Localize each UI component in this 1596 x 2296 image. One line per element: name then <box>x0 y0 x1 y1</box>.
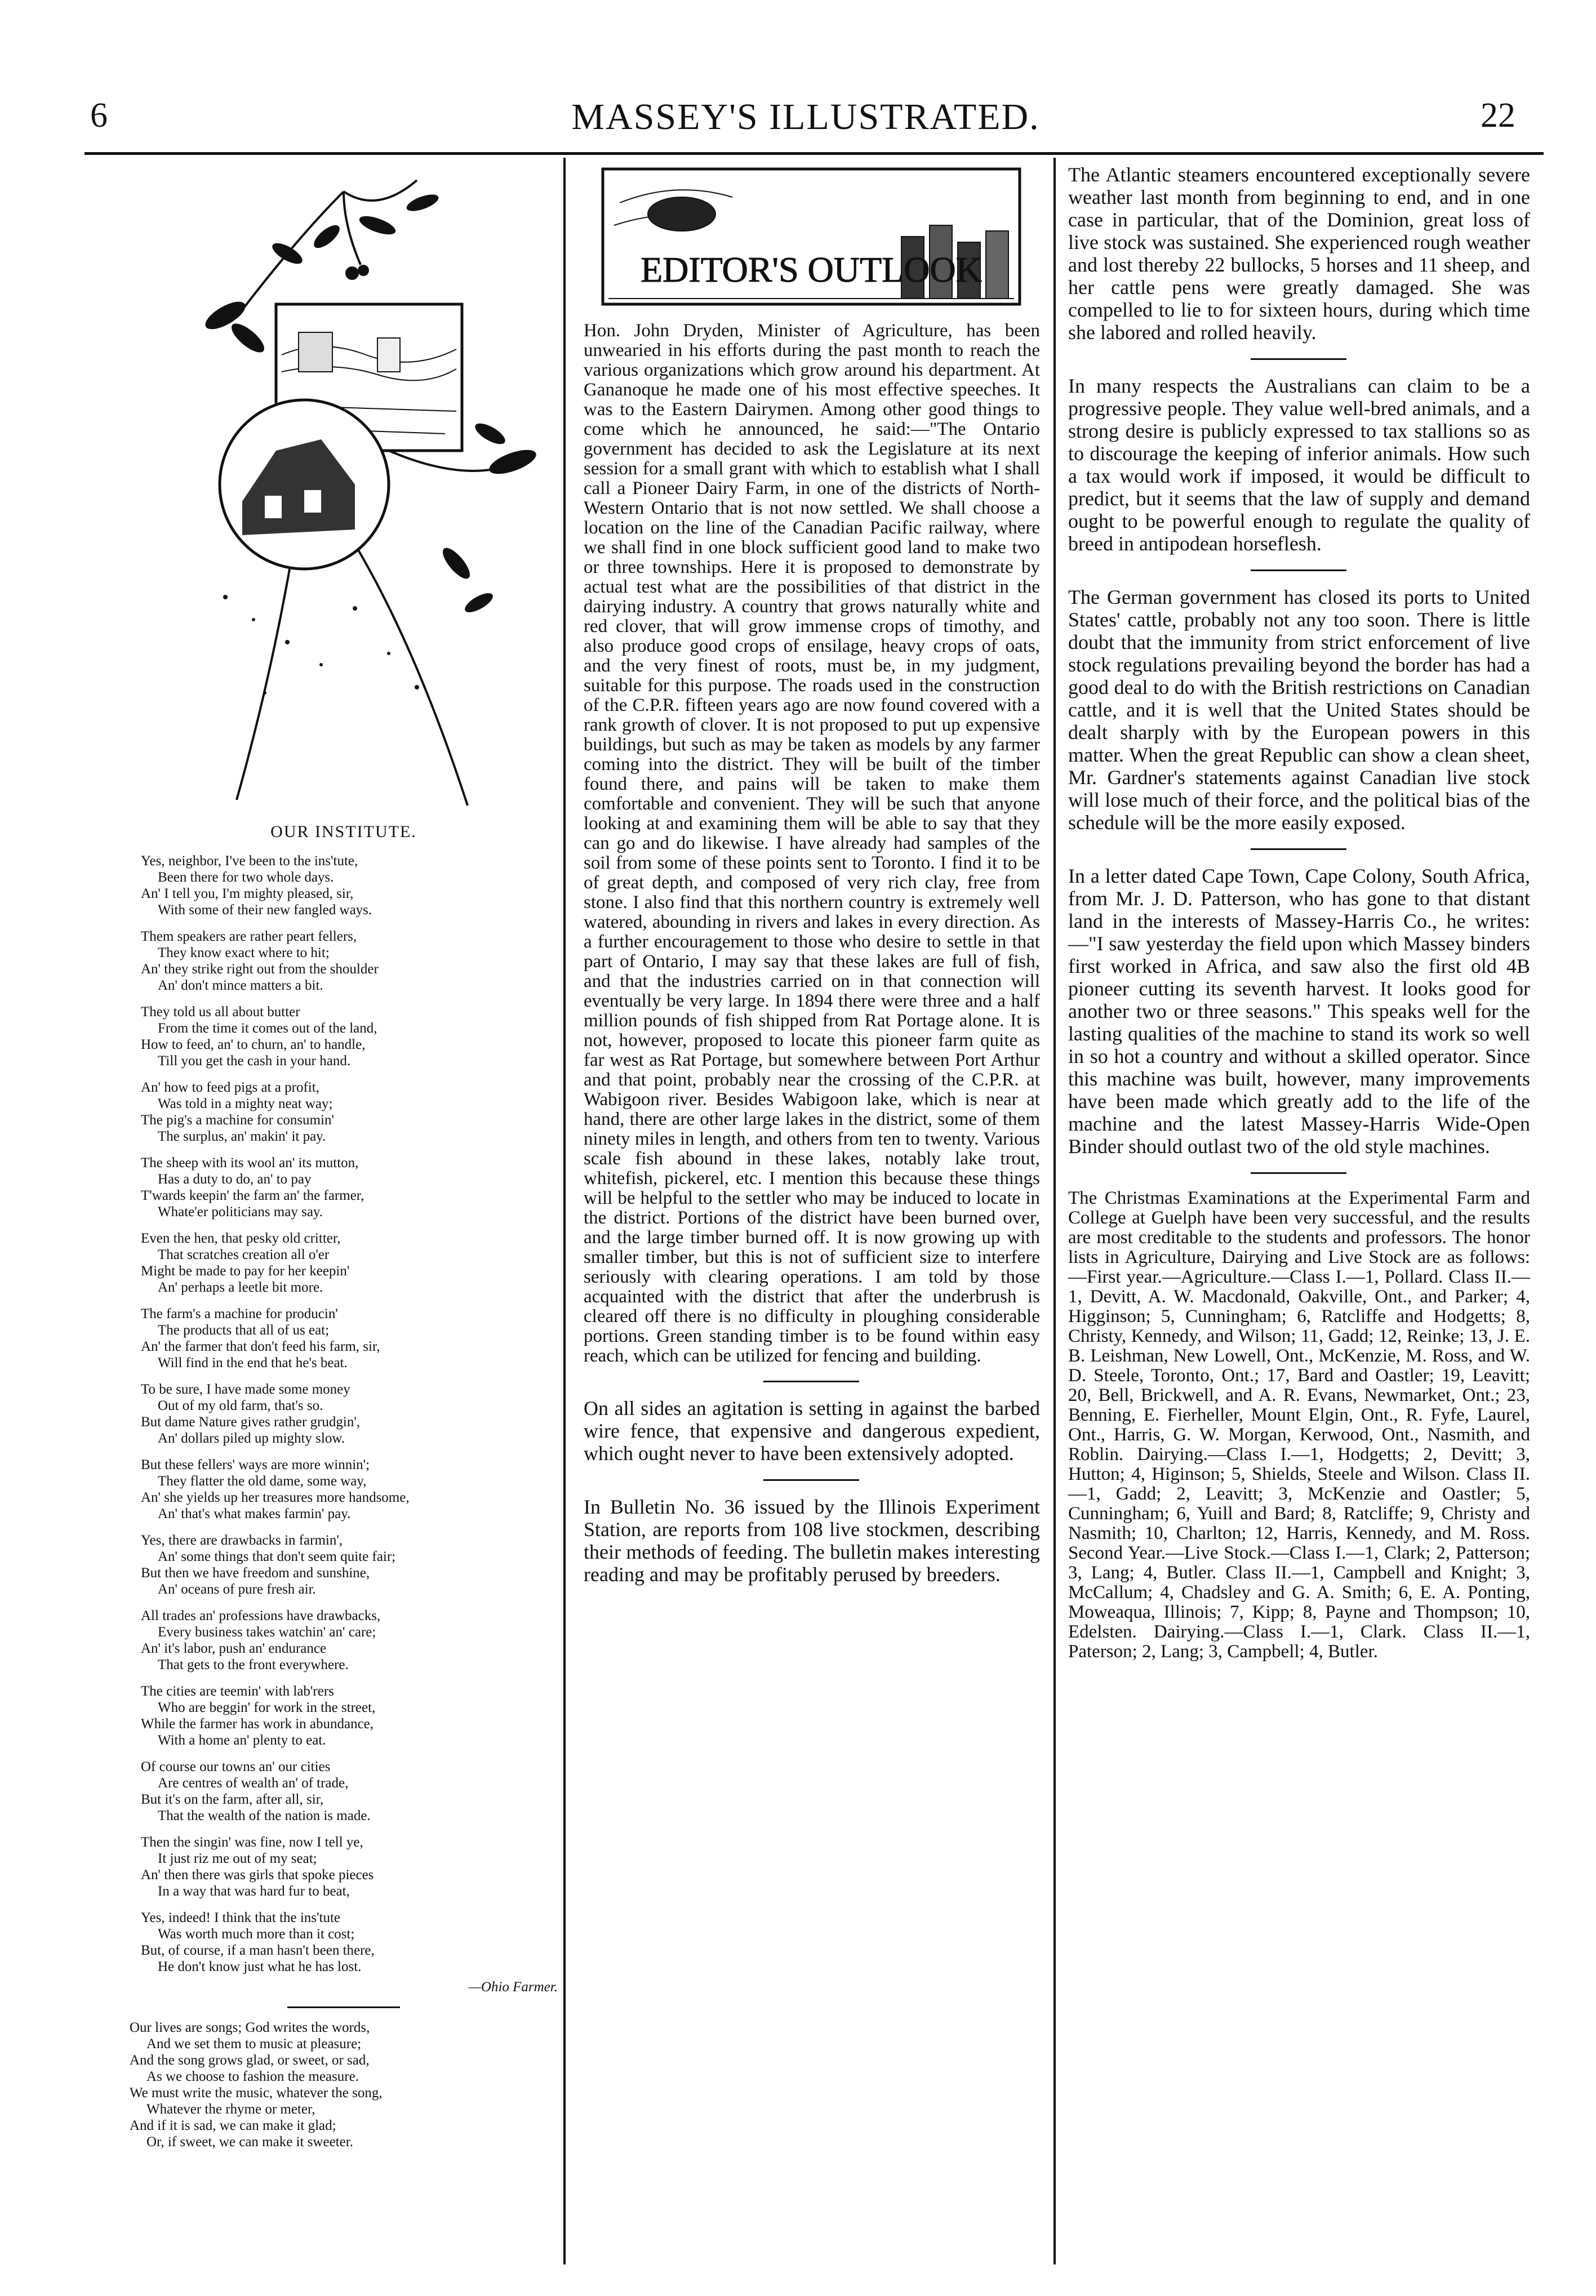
poem-title: OUR INSTITUTE. <box>270 822 417 841</box>
poem-line: An' they strike right out from the shoulder <box>141 962 379 977</box>
poem-line: Yes, neighbor, I've been to the ins'tute, <box>141 853 358 869</box>
poem-line: That the wealth of the nation is made. <box>158 1808 371 1823</box>
poem-line: And the song grows glad, or sweet, or sad, <box>130 2053 370 2068</box>
separator <box>1251 848 1346 850</box>
poem-line: Till you get the cash in your hand. <box>158 1053 351 1069</box>
poem-stanza <box>96 1381 592 1447</box>
column-left <box>96 163 592 2259</box>
page-header <box>73 96 1538 141</box>
poem-line: The sheep with its wool an' its mutton, <box>141 1155 359 1171</box>
banner-text: EDITOR'S OUTLOOK <box>641 250 982 290</box>
column-right <box>1059 163 1538 2259</box>
poem-line: The surplus, an' makin' it pay. <box>158 1129 326 1144</box>
poem-stanza <box>96 1834 592 1899</box>
poem-line: The pig's a machine for consumin' <box>141 1113 334 1128</box>
poem-line: They flatter the old dame, some way, <box>158 1474 367 1489</box>
poem-line: An' some things that don't seem quite fair; <box>158 1549 396 1564</box>
poem-line: To be sure, I have made some money <box>141 1382 350 1397</box>
article-australians: In many respects the Australians can claim to be a progressive people. They value well-bred animals, and a strong desire is publicly expressed to tax stallions so as to discourage the keeping of inferior animals. How such a tax would work if imposed, it would be difficult to predict, but it seems that the law of supply and demand ought to be powerful enough to regulate the quality of breed in antipodean horseflesh. <box>1068 375 1530 555</box>
mistletoe-illustration <box>175 169 558 817</box>
poem-stanza <box>96 2019 592 2150</box>
poem-stanza <box>96 1683 592 1748</box>
poem-line: Of course our towns an' our cities <box>141 1759 331 1774</box>
poem-stanza <box>96 1910 592 1975</box>
poem-stanza <box>96 1457 592 1522</box>
poem-stanza <box>96 1759 592 1824</box>
article-guelph-examinations: The Christmas Examinations at the Experimental Farm and College at Guelph have been very successful, and the results are most creditable to the students and professors. The honor lists in Agriculture, Dairying and Live Stock are as follows:—First year.—Agriculture.—Class I.—1, Pollard. Class II.—1, Devitt, A. W. Macdonald, Oakville, Ont., and Parker; 4, Higginson; 5, Cunningham; 6, Ratcliffe and Hodgetts; 8, Christy, Kennedy, and Wilson; 11, Gadd; 12, Reinke; 13, J. E. B. Leishman, New Lowell, Ont., McKenzie, M. Ross, and W. D. Steele, Toronto, Ont.; 17, Bard and Oastler; 19, Leavitt; 20, Bell, Brickwell, and A. R. Evans, Newmarket, Ont.; 23, Benning, E. Fierheller, Mount Elgin, Ont., R. Fyfe, Laurel, Ont., Harris, G. W. Morgan, Kerwood, Ont., Nasmith, and Roblin. Dairying.—Class I.—1, Hodgetts; 2, Devitt; 3, Hutton; 4, Higinson; 5, Shields, Steele and Wilson. Class II.—1, Gadd; 2, Leavitt; 3, McKenzie and Oastler; 5, Cunningham; 6, Yuill and Bard; 8, Ratcliffe; 9, Christy and Nasmith; 10, Charlton; 12, Harris, Kennedy, and M. Ross. Second Year.—Live Stock.—Class I.—1, Clark; 2, Patterson; 3, Lang; 4, Butler. Class II.—1, Campbell and Knight; 3, McCallum; 4, Chadsley and G. A. Smith; 6, E. A. Ponting, Moweaqua, Illinois; 7, Kipp; 8, Payne and Thompson; 10, Edelsten. Dairying.—Class I.—1, Clark. Class II.—1, Paterson; 2, Lang; 3, Campbell; 4, Butler. <box>1068 1188 1530 1662</box>
poem-stanza <box>96 1532 592 1598</box>
poem-line: Then the singin' was fine, now I tell ye, <box>141 1835 363 1850</box>
poem-line: From the time it comes out of the land, <box>158 1021 377 1036</box>
poem-line: An' dollars piled up mighty slow. <box>158 1431 345 1446</box>
poem-line: An' perhaps a leetle bit more. <box>158 1280 323 1295</box>
poem-line: But these fellers' ways are more winnin'; <box>141 1457 370 1472</box>
poem-line: An' how to feed pigs at a profit, <box>141 1080 319 1095</box>
poem-stanza <box>96 1608 592 1673</box>
poem-line: Even the hen, that pesky old critter, <box>141 1231 341 1246</box>
poem-line: Was told in a mighty neat way; <box>158 1096 333 1111</box>
poem-line: Whatever the rhyme or meter, <box>146 2102 315 2117</box>
poem-line: But it's on the farm, after all, sir, <box>141 1792 324 1807</box>
poem-line: Every business takes watchin' an' care; <box>158 1625 376 1640</box>
poem-line: Yes, there are drawbacks in farmin', <box>141 1533 343 1548</box>
poem-line: In a way that was hard fur to beat, <box>158 1884 350 1899</box>
header-rule <box>85 152 1544 155</box>
poem-stanza <box>96 1079 592 1145</box>
separator <box>763 1381 859 1382</box>
poem-line: That gets to the front everywhere. <box>158 1657 349 1672</box>
poem-line: An' don't mince matters a bit. <box>158 978 323 993</box>
article-cape-town-letter: In a letter dated Cape Town, Cape Colony, South Africa, from Mr. J. D. Patterson, who has gone to that distant land in the interests of Massey-Harris Co., he writes:—"I saw yesterday the field upon which Massey binders first worked in Africa, and saw also the first old 4B pioneer cutting its seventh harvest. It looks good for another two or three seasons." This speaks well for the lasting qualities of the machine to stand its work so well in so hot a country and without a skilled operator. Since this machine was built, however, many improvements have been made which greatly add to the life of the machine and the latest Massey-Harris Wide-Open Binder should outlast two of the old style machines. <box>1068 865 1530 1158</box>
poem-line: Who are beggin' for work in the street, <box>158 1700 376 1715</box>
page-number-left: 6 <box>90 96 108 135</box>
poem-stanza <box>96 1155 592 1220</box>
separator <box>763 1479 859 1481</box>
poem-line: And we set them to music at pleasure; <box>146 2036 362 2052</box>
poem-line: They told us all about butter <box>141 1004 300 1020</box>
poem-line: With some of their new fangled ways. <box>158 902 372 918</box>
poem-line: Are centres of wealth an' of trade, <box>158 1776 349 1791</box>
separator <box>1251 569 1346 571</box>
article-barbed-wire: On all sides an agitation is setting in against the barbed wire fence, that expensive and dangerous expedient, which ought never to have been extensively adopted. <box>584 1397 1040 1465</box>
article-atlantic-steamers: The Atlantic steamers encountered exceptionally severe weather last month from beginning to end, and in one case in particular, that of the Dominion, great loss of live stock was sustained. She experienced rough weather and lost thereby 22 bullocks, 5 horses and 11 sheep, and her cattle pens were greatly damaged. She was compelled to lie to for sixteen hours, during which time she labored and rolled heavily. <box>1068 163 1530 344</box>
poem-line: Was worth much more than it cost; <box>158 1926 355 1942</box>
poem-line: An' oceans of pure fresh air. <box>158 1582 316 1597</box>
poem-line: An' then there was girls that spoke pieces <box>141 1867 374 1883</box>
poem-line: With a home an' plenty to eat. <box>158 1733 326 1748</box>
poem-credit: —Ohio Farmer. <box>468 1979 558 1995</box>
poem-stanza <box>96 1004 592 1069</box>
poem-line: He don't know just what he has lost. <box>158 1959 362 1974</box>
poem-line: The cities are teemin' with lab'rers <box>141 1684 334 1699</box>
poem-line: Or, if sweet, we can make it sweeter. <box>146 2134 353 2150</box>
poem-line: They know exact where to hit; <box>158 945 330 960</box>
poem-line: Our lives are songs; God writes the words, <box>130 2020 370 2035</box>
article-illinois-bulletin: In Bulletin No. 36 issued by the Illinois Experiment Station, are reports from 108 live stockmen, describing their methods of feeding. The bulletin makes interesting reading and may be profitably perused by breeders. <box>584 1496 1040 1586</box>
poem-line: An' the farmer that don't feed his farm, sir, <box>141 1339 380 1354</box>
poem-line: While the farmer has work in abundance, <box>141 1716 374 1732</box>
editors-outlook-banner <box>597 163 1025 310</box>
poem-line: T'wards keepin' the farm an' the farmer, <box>141 1188 364 1203</box>
poem-our-institute <box>96 853 592 1975</box>
poem-line: But dame Nature gives rather grudgin', <box>141 1414 361 1430</box>
poem-line: We must write the music, whatever the song, <box>130 2085 383 2101</box>
poem-stanza <box>96 928 592 994</box>
poem-line: An' it's labor, push an' endurance <box>141 1641 327 1656</box>
article-german-ports: The German government has closed its ports to United States' cattle, probably not any too soon. There is little doubt that the immunity from strict enforcement of live stock regulations prevailing beyond the border has had a good deal to do with the British restrictions on Canadian cattle, and it is well that the United States should be dealt sharply with by the European powers in this matter. When the great Republic can show a clean sheet, Mr. Gardner's statements against Canadian live stock will lose much of their force, and the political bias of the schedule will be the more easily exposed. <box>1068 586 1530 834</box>
poem-line: The products that all of us eat; <box>158 1323 330 1338</box>
poem-line: Them speakers are rather peart fellers, <box>141 929 357 944</box>
poem-line: The farm's a machine for producin' <box>141 1306 338 1321</box>
newspaper-page <box>73 73 1544 2270</box>
poem-line: Whate'er politicians may say. <box>158 1204 323 1220</box>
column-middle <box>575 163 1048 2259</box>
poem-stanza <box>96 853 592 918</box>
poem-line: An' she yields up her treasures more handsome, <box>141 1490 410 1505</box>
poem-line: But then we have freedom and sunshine, <box>141 1565 370 1581</box>
poem-line: Will find in the end that he's beat. <box>158 1355 348 1371</box>
column-divider-2 <box>1053 158 1056 2264</box>
poem-line: An' that's what makes farmin' pay. <box>158 1506 351 1521</box>
separator <box>1251 358 1346 360</box>
poem-line: How to feed, an' to churn, an' to handle, <box>141 1037 366 1052</box>
poem-stanza <box>96 1230 592 1296</box>
article-dryden: Hon. John Dryden, Minister of Agriculture, has been unwearied in his efforts during the past month to reach the various organizations which grow around his department. At Gananoque he made one of his most effective speeches. It was to the Eastern Dairymen. Among other good things to come which he announced, he said:—"The Ontario government has decided to ask the Legislature at its next session for a small grant with which to establish what I shall call a Pioneer Dairy Farm, in one of the districts of North-Western Ontario that is not now settled. We shall choose a location on the line of the Canadian Pacific railway, where we shall find in one block sufficient good land to make two or three townships. Here it is proposed to demonstrate by actual test what are the possibilities of that district in the dairying industry. A country that grows naturally white and red clover, that will grow immense crops of timothy, and also produce good crops of ensilage, heavy crops of oats, and the very finest of roots, must be, in my judgment, suitable for this purpose. The roads used in the construction of the C.P.R. fifteen years ago are now found covered with a rank growth of clover. It is not proposed to put up expensive buildings, but such as may be taken as models by any farmer coming into the district. They will be built of the timber found there, and pains will be taken to make them comfortable and convenient. They will be such that anyone looking at and examining them will be able to say that they can go and do likewise. I have already had samples of the soil from some of these points sent to Toronto. I find it to be of great depth, and composed of very rich clay, free from stone. I also find that this northern country is extremely well watered, abounding in rivers and lakes in every direction. As a further encouragement to those who desire to settle in that part of Ontario, I may say that these lakes are full of fish, and that the industries carried on in that connection will eventually be very large. In 1894 there were three and a half million pounds of fish shipped from Rat Portage alone. It is not, however, proposed to locate this pioneer farm quite as far west as Rat Portage, but somewhere between Port Arthur and that point, probably near the crossing of the C.P.R. at Wabigoon river. Besides Wabigoon lake, which is near at hand, there are other large lakes in the district, some of them ninety miles in length, and others from ten to twenty. Various scale fish abound in these lakes, notably lake trout, whitefish, pickerel, etc. I mention this because these things will be helpful to the settler who may be induced to locate in the district. Portions of the district have been burned over, and the large timber burned off. It is now growing up with smaller timber, but this is not of sufficient size to interfere seriously with clearing operations. I am told by those acquainted with the district that after the underbrush is cleared off there is no difficulty in ploughing considerable portions. Green standing timber is to be found within easy reach, which can be utilized for fencing and building. <box>584 321 1040 1366</box>
poem-line: Out of my old farm, that's so. <box>158 1398 323 1413</box>
poem-line: Has a duty to do, an' to pay <box>158 1172 312 1187</box>
poem-line: Been there for two whole days. <box>158 870 334 885</box>
poem-line: And if it is sad, we can make it glad; <box>130 2118 336 2133</box>
page-number-right: 22 <box>1481 96 1515 135</box>
poem-stanza <box>96 1306 592 1371</box>
section-rule <box>287 2006 400 2008</box>
poem-line: That scratches creation all o'er <box>158 1247 330 1262</box>
poem-line: It just riz me out of my seat; <box>158 1851 317 1866</box>
poem-line: Yes, indeed! I think that the ins'tute <box>141 1910 341 1925</box>
poem-line: An' I tell you, I'm mighty pleased, sir, <box>141 886 354 901</box>
separator <box>1251 1172 1346 1174</box>
poem-line: But, of course, if a man hasn't been there, <box>141 1943 375 1958</box>
poem-line: All trades an' professions have drawbacks, <box>141 1608 381 1623</box>
masthead-title: MASSEY'S ILLUSTRATED. <box>571 96 1040 137</box>
poem-line: Might be made to pay for her keepin' <box>141 1263 350 1279</box>
poem-our-lives <box>96 2019 592 2150</box>
poem-line: As we choose to fashion the measure. <box>146 2069 359 2084</box>
